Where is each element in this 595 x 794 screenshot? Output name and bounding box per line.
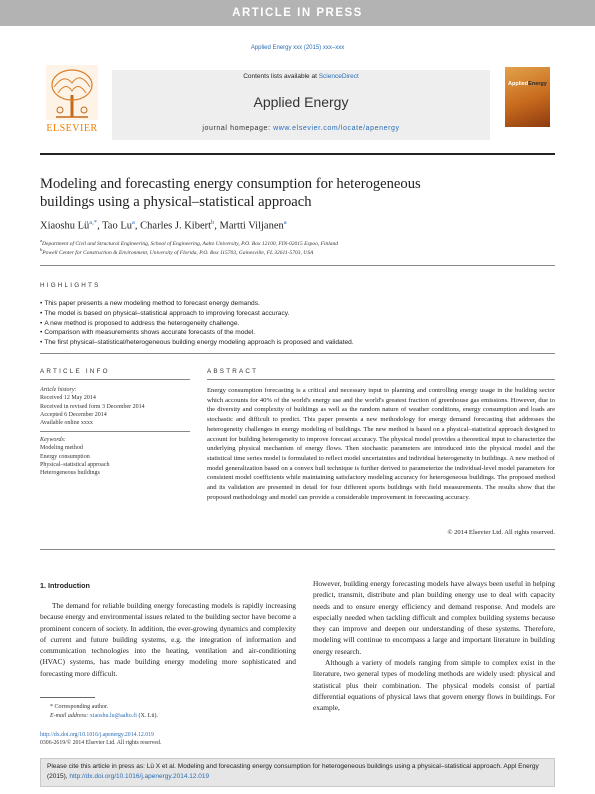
history-line: Accepted 6 December 2014: [40, 411, 107, 418]
journal-header: [40, 65, 555, 145]
journal-homepage-link[interactable]: www.elsevier.com/locate/apenergy: [273, 125, 400, 132]
list-item: • The first physical–statistical/heterogeneous building energy modeling approach is proposed and validated.: [40, 338, 555, 348]
keyword: Modeling method: [40, 445, 83, 452]
divider: [40, 353, 555, 354]
email-note: [50, 712, 290, 720]
intro-right-column: [313, 578, 555, 714]
abstract-heading: ABSTRACT: [207, 368, 259, 375]
doi-link[interactable]: http://dx.doi.org/10.1016/j.apenergy.2014.12.019: [40, 732, 154, 738]
keyword: Physical–statistical approach: [40, 461, 110, 468]
article-title: [40, 176, 555, 211]
intro-left-column: [40, 600, 296, 679]
abstract-text: Energy consumption forecasting is a critical and necessary input to planning and controlling energy usage in the building sector which accounts for 40% of the world's energy use and the world's greatest fraction of greenhouse gas emissions. However, due to the diversity and complexity of buildings as well as the random nature of weather conditions, energy consumption and loads are stochastic and difficult to predict. This paper presents a new methodology for energy demand forecasting that addresses the heterogeneity challenges in energy modeling of buildings. The new method is based on a physical–statistical approach designed to account for building heterogeneity to improve forecast accuracy. The physical model provides a theoretical input to characterize the underlying physical mechanism of energy flows. Then stochastic parameters are introduced into the physical model and the statistical time series model is formulated to reflect model uncertainties and individual heterogeneity in buildings. A new method of model generalization based on a convex hull technique is further derived to parameterize the individual-level model parameters for consistent model coefficients while maintaining satisfactory modeling accuracy for heterogeneous buildings. The proposed method and its validation are presented in detail for four different sports buildings with field measurements. The results show that the proposed methodology and model can provide a considerable improvement in forecasting accuracy.: [207, 387, 555, 501]
list-item: • Comparison with measurements shows accurate forecasts of the model.: [40, 328, 555, 338]
paragraph: Although a variety of models ranging from simple to complex exist in the literature, two general types of modeling methods are widely used: physical and statistical plus their combination. The physical models consist of partial differential equations of physical laws that govern energy flows in buildings. For example,: [313, 658, 555, 713]
journal-homepage-line: [112, 125, 490, 132]
contents-prefix: Contents lists available at: [243, 73, 319, 80]
divider: [40, 265, 555, 266]
affiliation-text: Department of Civil and Structural Engineering, School of Engineering, Aalto University, P.O. Box 12100, FIN-02015 Espoo, Finland: [42, 240, 339, 247]
highlights-heading: HIGHLIGHTS: [40, 282, 101, 289]
footnote-divider: [40, 697, 95, 698]
list-item: • This paper presents a new modeling method to forecast energy demands.: [40, 299, 555, 309]
article-in-press-banner: ARTICLE IN PRESS: [0, 0, 595, 26]
homepage-prefix: journal homepage:: [202, 125, 274, 132]
divider: [40, 431, 190, 432]
author-name[interactable]: Xiaoshu Lü: [40, 220, 90, 232]
header-divider: [40, 153, 555, 155]
author-name[interactable]: Tao Lu: [102, 220, 133, 232]
paragraph: However, building energy forecasting models have always been useful in helping predict, transmit, distribute and plan building energy use to deal with capacity needs and to ensure energy efficiency and demand response. And models are especially needed when tackling difficult and complex building systems because they can improve and deepen our understanding of these systems. Therefore, modeling will continue to encompass a large and important literature in building energy research.: [313, 579, 555, 656]
keywords-label: Keywords:: [40, 437, 66, 444]
author-affiliation-mark[interactable]: a,*: [89, 219, 98, 226]
cover-title: [508, 81, 547, 87]
affiliation-mark: b: [40, 247, 43, 252]
citation-text: Please cite this article in press as: Lü X et al. Modeling and forecasting energy consumption for heterogeneous buildings using a physical–statistical approach. Appl Energy (2015),: [47, 763, 539, 780]
author-separator: ,: [134, 220, 141, 232]
divider: [40, 549, 555, 550]
journal-citation-line[interactable]: Applied Energy xxx (2015) xxx–xxx: [250, 45, 345, 51]
paragraph: The demand for reliable building energy forecasting models is rapidly increasing because energy and environmental issues related to the building sector have become a prominent concern of society. In addition, the ever-growing dynamics and complexity of current and future building systems, e.g. the integration of information and communication technologies into the heating, ventilation and air-conditioning (HVAC) systems, has made building energy modeling more sophisticated and forecasting more difficult.: [40, 601, 296, 678]
keyword: Energy consumption: [40, 453, 90, 460]
issn-line: 0306-2619/© 2014 Elsevier Ltd. All rights reserved.: [40, 740, 162, 747]
divider: [40, 379, 190, 380]
author-affiliation-mark[interactable]: a: [283, 219, 287, 226]
affiliation-mark: a: [40, 238, 43, 243]
article-history-label: Article history:: [40, 387, 77, 393]
author-name[interactable]: Charles J. Kibert: [140, 220, 212, 232]
history-line: Received in revised form 3 December 2014: [40, 403, 145, 410]
keyword: Heterogeneous buildings: [40, 470, 100, 477]
list-item: • A new method is proposed to address the heterogeneity challenge.: [40, 319, 555, 329]
cover-title-applied: Applied: [508, 81, 529, 87]
sciencedirect-link[interactable]: ScienceDirect: [318, 73, 359, 80]
affiliation-b: [40, 247, 555, 256]
contents-available-line: [112, 73, 490, 80]
history-line: Received 12 May 2014: [40, 395, 96, 402]
history-line: Available online xxxx: [40, 420, 93, 427]
journal-info-box: [112, 70, 490, 140]
citation-doi-link[interactable]: http://dx.doi.org/10.1016/j.apenergy.2014.12.019: [69, 773, 210, 780]
email-suffix: (X. Lü).: [136, 713, 158, 719]
cover-title-energy: Energy: [528, 81, 547, 87]
doi-block: [40, 731, 300, 748]
elsevier-logo: [40, 65, 104, 137]
divider: [207, 379, 555, 380]
affiliation-a: [40, 238, 555, 247]
citation-box: [40, 758, 555, 787]
author-name[interactable]: Martti Viljanen: [219, 220, 284, 232]
elsevier-wordmark: ELSEVIER: [46, 123, 98, 134]
author-affiliation-mark[interactable]: a: [132, 219, 135, 226]
article-title-line-2: buildings using a physical–statistical approach: [40, 193, 312, 210]
affiliation-text: Powell Center for Construction & Environment, University of Florida, P.O. Box 115703, Gainesville, FL 32611-5703, USA: [42, 249, 314, 256]
author-separator: ,: [214, 220, 220, 232]
elsevier-tree-icon: [46, 65, 98, 120]
article-title-line-1: Modeling and forecasting energy consumption for heterogeneous: [40, 176, 421, 192]
article-info-panel: [40, 386, 190, 478]
email-label: E-mail address:: [50, 713, 90, 719]
corresponding-author-note: * Corresponding author.: [50, 704, 109, 710]
copyright-line: © 2014 Elsevier Ltd. All rights reserved.: [447, 529, 555, 536]
journal-cover-image: [505, 67, 550, 127]
author-affiliation-mark[interactable]: b: [211, 219, 215, 226]
corresponding-label: Corresponding author.: [54, 704, 109, 710]
highlights-list: [40, 299, 555, 348]
email-link[interactable]: xiaoshu.lu@aalto.fi: [89, 713, 137, 719]
article-info-heading: ARTICLE INFO: [40, 368, 110, 375]
introduction-heading: 1. Introduction: [40, 581, 90, 590]
author-list: [40, 219, 555, 232]
author-separator: ,: [97, 220, 103, 232]
list-item: • The model is based on physical–statistical approach to improving forecast accuracy.: [40, 309, 555, 319]
journal-title: Applied Energy: [253, 94, 349, 110]
